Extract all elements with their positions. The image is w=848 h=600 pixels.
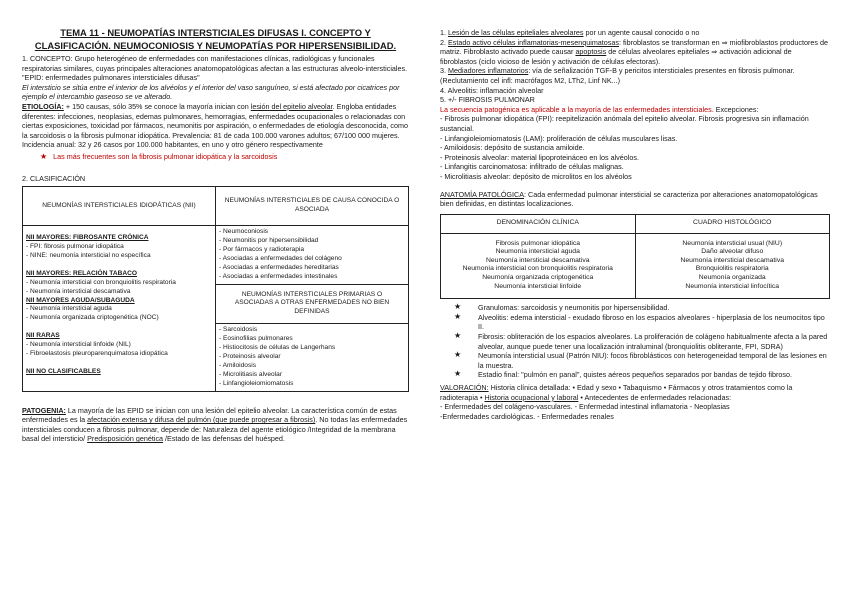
exception-item: - Microlitiasis alveolar: depósito de microlitos en los alvéolos <box>440 171 632 181</box>
page-title <box>22 26 409 52</box>
histology-table <box>440 214 830 300</box>
exceptions-intro <box>440 105 830 115</box>
histological-item: Bronquiolitis respiratoria <box>695 265 769 273</box>
star-icon: ★ <box>454 311 462 321</box>
histo-clinical-cell <box>441 233 636 299</box>
list-item-text: Alveolitis: edema intersticial - exudado fibroso en los espacios alveolares - hiperplasia de los neumocitos tipo II. <box>478 312 825 332</box>
step-2-underlined: Estado activo células inflamatorias-mesenquimatosas <box>448 37 619 47</box>
valoracion-paragraph <box>440 383 830 402</box>
title-line-2: CLASIFICACIÓN. NEUMOCONIOSIS Y NEUMOPATÍAS POR HIPERSENSIBILIDAD. <box>34 40 397 51</box>
valoracion-line-1: - Enfermedades del colágeno-vasculares. - Enfermedad intestinal inflamatoria - Neoplasias <box>440 402 730 412</box>
clasificacion-title: 2. CLASIFICACIÓN <box>22 173 86 183</box>
patogenia-text-a: La mayoría de las EPID se inician con una lesión del epitelio alveolar. La característica común de estas enfermedades es la <box>22 405 397 425</box>
list-item <box>440 313 830 332</box>
nii-group-head: NII NO CLASIFICABLES <box>26 368 101 375</box>
nii-cell <box>23 226 216 392</box>
patogenia-text-b: . No todas las enfermedades intersticiales conducen a fibrosis pulmonar, depende de: Naturaleza del agente etiológico /Integridad de la membrana basal del intersticio/ <box>22 415 408 444</box>
star-icon: ★ <box>454 331 462 341</box>
star-icon: ★ <box>454 350 462 360</box>
etiologia-text-a: + 150 causas, sólo 35% se conoce la mayoría inician con <box>63 101 251 111</box>
causa-item: - Neumonitis por hipersensibilidad <box>219 237 319 245</box>
nii-item: - Neumonía intersticial aguda <box>26 305 112 313</box>
patogenia-text-c: /Estado de las defensas del huésped. <box>163 434 285 444</box>
nii-item: - FPI: fibrosis pulmonar idiopática <box>26 243 124 251</box>
left-column <box>22 0 409 444</box>
anatomia-paragraph <box>440 190 830 209</box>
primarias-item: - Sarcoidosis <box>219 326 258 334</box>
causa-item: - Asociadas a enfermedades del colágeno <box>219 254 342 262</box>
primarias-item: - Proteinosis alveolar <box>219 353 281 360</box>
patogenia-paragraph <box>22 406 409 444</box>
nii-group-5 <box>26 368 212 377</box>
causa-item: - Asociadas a enfermedades hereditarias <box>219 263 339 271</box>
patogenia-underlined: afectación extensa y difusa del pulmón (que puede progresar a fibrosis) <box>87 415 316 425</box>
nii-group-head: NII MAYORES: FIBROSANTE CRÓNICA <box>26 234 149 242</box>
nii-group-head: NII MAYORES: RELACIÓN TABACO <box>26 269 137 277</box>
nii-item: - Neumonía intersticial con bronquiolitis respiratoria <box>26 278 176 286</box>
list-item-text: Estadio final: "pulmón en panal", quistes aéreos pequeños separados por bandas de tejido fibroso. <box>478 370 792 380</box>
clinical-item: Neumonía intersticial aguda <box>495 248 580 256</box>
right-column <box>440 0 830 421</box>
exceptions-label: Excepciones: <box>713 104 759 114</box>
etiologia-text-b: . Engloba entidades diferentes: infecciones, neoplasias, edemas pulmonares, hemorragias, enfermedades ocupacionales o relacionadas con ciertas exposiciones, toxicidad por fármacos, neumonitis por aspiración, o enfermedades de etiología desconocida, como la sarcoidosis o la fibrosis pulmonar idiopática. Prevalencia: 81 de cada 100.000 varones adultos; 67/100 000 mujeres. Incidencia anual: 32 y 26 casos por 100.000 habitantes, en uno y otro género respectivamente <box>22 101 408 150</box>
nii-item: - Fibroelastosis pleuroparenquimatosa idiopática <box>26 350 168 358</box>
step-number: 2. <box>440 37 448 47</box>
primarias-item: - Histiocitosis de células de Langerhans <box>219 344 336 352</box>
valoracion-line-2: -Enfermedades cardiológicas. - Enfermedades renales <box>440 411 614 421</box>
primarias-cell <box>216 324 409 391</box>
clinical-item: Neumonía organizada criptogenética <box>482 274 594 282</box>
patogenia-step-3 <box>440 66 830 85</box>
title-line-1: TEMA 11 - NEUMOPATÍAS INTERSTICIALES DIFUSAS I. CONCEPTO Y <box>60 27 371 38</box>
anatomy-bullet-list <box>440 303 830 380</box>
exception-item: - Fibrosis pulmonar idiopática (FPI): reepitelización anómala del epitelio alveolar. Fibrosis progresiva sin inflamación sustancial. <box>440 114 809 133</box>
exception-item: - Amiloidosis: depósito de sustancia amiloide. <box>440 143 585 153</box>
nii-group-head: NII RARAS <box>26 332 60 340</box>
step-3-text: : vía de señalización TGF-B y pericitos intersticiales presentes en fibrosis pulmonar. (Reclutamiento cel infl: macrófagos M2, LTh2, Linf NK...) <box>440 66 795 85</box>
primarias-item: - Eosinofilias pulmonares <box>219 335 293 343</box>
primarias-item: - Amiloidosis <box>219 361 257 369</box>
star-icon: ★ <box>454 302 462 312</box>
valoracion-underlined: Historia ocupacional y laboral <box>484 392 579 402</box>
list-item-text: Fibrosis: obliteración de los espacios alveolares. La proliferación de colágeno habitualmente afecta a la pared alveolar, aunque puede tener una localización intraluminal (bronquiolitis obliterante, FPI, SDRA) <box>478 332 828 351</box>
valoracion-label: VALORACIÓN: <box>440 383 489 392</box>
nii-group-head: NII MAYORES AGUDA/SUBAGUDA <box>26 296 135 304</box>
primarias-item: - Linfangioleiomiomatosis <box>219 379 294 387</box>
step-1-text: por un agente causal conocido o no <box>583 28 700 37</box>
patogenia-step-2 <box>440 38 830 67</box>
patogenia-step-4: 4. Alveolitis: inflamación alveolar <box>440 85 544 95</box>
list-item <box>440 332 830 351</box>
table-header-causa-conocida: NEUMONÍAS INTERSTICIALES DE CAUSA CONOCIDA O ASOCIADA <box>216 187 409 226</box>
list-item <box>440 351 830 370</box>
histological-item: Neumonía intersticial linfocítica <box>685 282 780 290</box>
list-item-text: Granulomas: sarcoidosis y neumonitis por hipersensibilidad. <box>478 303 670 313</box>
patogenia-label: PATOGENIA: <box>22 405 66 415</box>
clinical-item: Neumonía intersticial linfoide <box>494 282 582 290</box>
histological-item: Neumonía organizada <box>698 274 766 282</box>
nii-item: - Neumonía organizada criptogenética (NOC) <box>26 314 159 322</box>
step-1-underlined: Lesión de las células epiteliales alveolares <box>448 28 584 37</box>
red-sequence-note: La secuencia patogénica es aplicable a la mayoría de las enfermedades intersticiales. <box>440 104 714 114</box>
etiologia-paragraph <box>22 102 409 150</box>
step-2-underlined-2: apoptosis <box>575 47 607 57</box>
patogenia-underlined-2: Predisposición genética <box>87 434 164 444</box>
star-icon: ★ <box>40 151 48 161</box>
star-icon: ★ <box>454 369 462 379</box>
anatomia-label: ANATOMÍA PATOLÓGICA <box>440 189 525 199</box>
nii-group-1 <box>26 234 212 261</box>
star-note <box>22 152 409 162</box>
step-2-text: : fibroblastos se transforman en ⇒ miofibroblastos productores de matriz. Fibroblasto activado puede causar <box>440 37 828 57</box>
valoracion-text-b: • Antecedentes de enfermedades relacionadas: <box>578 392 732 402</box>
histo-header-histological: CUADRO HISTOLÓGICO <box>635 214 830 233</box>
exception-item: - Proteinosis alveolar: material lipoproteináceo en los alvéolos. <box>440 152 639 162</box>
etiologia-label: ETIOLOGÍA: <box>22 101 64 111</box>
exception-item: - Linfangioleiomiomatosis (LAM): proliferación de células musculares lisas. <box>440 133 678 143</box>
clinical-item: Neumonía intersticial con bronquiolitis respiratoria <box>462 265 613 273</box>
nii-item: - Neumonía intersticial linfoide (NIL) <box>26 341 131 349</box>
histological-item: Neumonía intersticial descamativa <box>680 256 784 264</box>
histological-item: Neumonía intersticial usual (NIU) <box>682 239 783 247</box>
star-note-text: Las más frecuentes son la fibrosis pulmonar idiopática y la sarcoidosis <box>53 151 278 161</box>
causa-item: - Por fármacos y radioterapia <box>219 245 305 253</box>
step-number: 3. <box>440 66 448 76</box>
clinical-item: Fibrosis pulmonar idiopática <box>495 239 581 247</box>
nii-group-3 <box>26 297 212 324</box>
patogenia-step-5: 5. +/- FIBROSIS PULMONAR <box>440 95 535 105</box>
patogenia-step-1 <box>440 28 830 38</box>
list-item <box>440 370 830 380</box>
anatomia-text: : Cada enfermedad pulmonar intersticial se caracteriza por alteraciones anatomopatológicas bien definidas, en distintas localizaciones. <box>440 189 818 209</box>
nii-item: - NINE: neumonía intersticial no específica <box>26 251 151 259</box>
nii-group-2 <box>26 270 212 297</box>
valoracion-text-a: Historia clínica detallada: • Edad y sexo • Tabaquismo • Fármacos y otros tratamientos como la radioterapia • <box>440 383 793 402</box>
table-header-nii: NEUMONÍAS INTERSTICIALES IDIOPÁTICAS (NII) <box>23 187 216 226</box>
step-3-underlined: Mediadores inflamatorios <box>448 66 529 76</box>
step-number: 1. <box>440 28 448 37</box>
intersticio-note: El intersticio se sitúa entre el interior de los alvéolos y el interior del vaso sanguíneo, si está afectado por cicatrices por ejemplo el intercambio gaseoso se ve alterado. <box>22 82 400 102</box>
table-header-primarias: NEUMONÍAS INTERSTICIALES PRIMARIAS O ASOCIADAS A OTRAS ENFERMEDADES NO BIEN DEFINIDAS <box>216 284 409 324</box>
nii-item: - Neumonía intersticial descamativa <box>26 287 131 295</box>
step-2-text-c: de células alveolares epiteliales ⇒ activación adicional de fibroblastos (ciclo vicioso de lesión y activación de células efectoras). <box>440 47 792 66</box>
etiologia-underlined: lesión del epitelio alveolar <box>250 101 333 111</box>
causa-item: - Neumoconiosis <box>219 228 269 236</box>
list-item-text: Neumonía intersticial usual (Patrón NIU): focos fibroblásticos con heterogeneidad temporal de las lesiones en la muestra. <box>478 351 827 370</box>
classification-table <box>22 186 409 392</box>
causa-conocida-cell <box>216 226 409 284</box>
clinical-item: Neumonía intersticial descamativa <box>485 256 590 264</box>
primarias-item: - Microlitiasis alveolar <box>219 370 283 378</box>
nii-group-4 <box>26 332 212 359</box>
histo-histological-cell <box>635 233 830 299</box>
histological-item: Daño alveolar difuso <box>701 248 764 256</box>
causa-item: - Asociadas a enfermedades intestinales <box>219 272 338 280</box>
list-item <box>440 303 830 313</box>
concepto-paragraph: 1. CONCEPTO: Grupo heterogéneo de enfermedades con manifestaciones clínicas, radiológicas y funcionales respiratorias similares, cuyas principales alteraciones anatomopatológicas afectan a las estructuras alveolo-intersticiales. "EPID: enfermedades pulmonares intersticiales difusas" <box>22 54 408 83</box>
histo-header-clinical: DENOMINACIÓN CLÍNICA <box>441 214 636 233</box>
exception-item: - Linfangitis carcinomatosa: infiltrado de células malignas. <box>440 162 624 172</box>
